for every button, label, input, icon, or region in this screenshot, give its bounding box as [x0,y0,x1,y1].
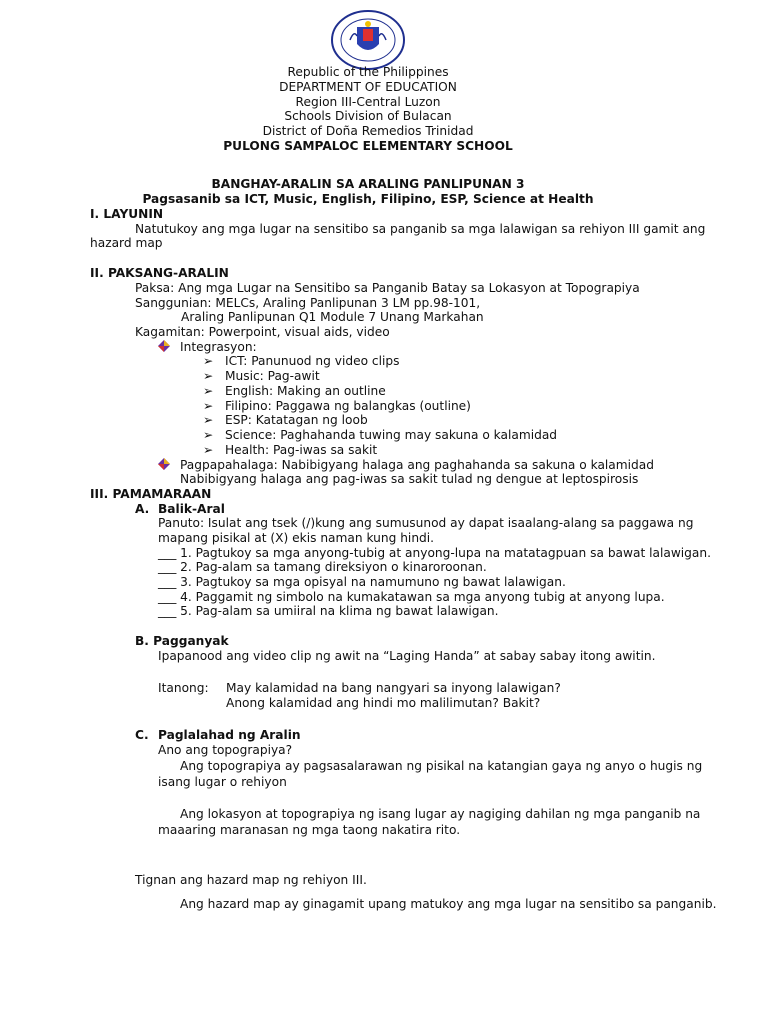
header-republic: Republic of the Philippines [287,65,449,79]
itanong-question: May kalamidad na bang nangyari sa inyong lalawigan? [226,681,561,695]
integration-item: ➢ Filipino: Paggawa ng balangkas (outline) [203,399,471,413]
balik-aral-item: ___ 1. Pagtukoy sa mga anyong-tubig at anyong-lupa na matatagpuan sa bawat lalawigan. [158,546,711,560]
header-region: Region III-Central Luzon [295,95,441,109]
itanong-label: Itanong: [158,681,209,695]
panuto-line: Panuto: Isulat ang tsek (/)kung ang sumusunod ay dapat isaalang-alang sa paggawa ng [158,516,694,530]
arrow-bullet-icon: ➢ [203,443,214,457]
pamamaraan-heading: III. PAMAMARAAN [90,487,212,501]
arrow-bullet-icon: ➢ [203,354,214,368]
integration-item: ➢ Health: Pag-iwas sa sakit [203,443,378,457]
lesson-title: BANGHAY-ARALIN SA ARALING PANLIPUNAN 3 [211,177,525,191]
paksang-heading: II. PAKSANG-ARALIN [90,266,229,280]
arrow-bullet-icon: ➢ [203,413,214,427]
sanggunian-line-cont: Araling Panlipunan Q1 Module 7 Unang Markahan [181,310,484,324]
balik-aral-item: ___ 5. Pag-alam sa umiiral na klima ng bawat lalawigan. [158,604,499,618]
paksa-line: Paksa: Ang mga Lugar na Sensitibo sa Panganib Batay sa Lokasyon at Topograpiya [135,281,640,295]
arrow-bullet-icon: ➢ [203,428,214,442]
layunin-text: Natutukoy ang mga lugar na sensitibo sa panganib sa mga lalawigan sa rehiyon III gamit ang [135,222,706,236]
integration-item: ➢ Science: Paghahanda tuwing may sakuna o kalamidad [203,428,558,442]
arrow-bullet-icon: ➢ [203,384,214,398]
integrasyon-bullet [158,340,257,355]
balik-aral-item: ___ 4. Paggamit ng simbolo na kumakatawan sa mga anyong tubig at anyong lupa. [158,590,665,604]
panuto-line-cont: mapang pisikal at (X) ekis naman kung hindi. [158,531,435,545]
itanong-question: Anong kalamidad ang hindi mo malilimutan? Bakit? [226,696,541,710]
pagpapahalaga-bullet [158,458,654,473]
diamond-bullet-icon [158,340,180,355]
topograpiya-question: Ano ang topograpiya? [158,743,293,757]
integration-item: ➢ ICT: Panunuod ng video clips [203,354,400,368]
diamond-bullet-icon [158,458,180,473]
integration-item: ➢ English: Making an outline [203,384,386,398]
integrasyon-label: Integrasyon: [180,340,257,354]
lesson-subtitle: Pagsasanib sa ICT, Music, English, Filipino, ESP, Science at Health [142,192,594,206]
section-a-label: A. [135,502,150,516]
kagamitan-line: Kagamitan: Powerpoint, visual aids, video [135,325,390,339]
section-b-title: B. Pagganyak [135,634,229,648]
header-division: Schools Division of Bulacan [284,109,452,123]
balik-aral-item: ___ 3. Pagtukoy sa mga opisyal na namumuno ng bawat lalawigan. [158,575,566,589]
section-c-title: Paglalahad ng Aralin [158,728,301,742]
section-a-title: Balik-Aral [158,502,225,516]
topograpiya-definition: Ang topograpiya ay pagsasalarawan ng pisikal na katangian gaya ng anyo o hugis ng [180,759,703,773]
layunin-text-cont: hazard map [90,236,163,250]
header-school: PULONG SAMPALOC ELEMENTARY SCHOOL [223,139,513,153]
header-district: District of Doña Remedios Trinidad [262,124,474,138]
arrow-bullet-icon: ➢ [203,399,214,413]
integration-item: ➢ Music: Pag-awit [203,369,320,383]
tignan-line: Tignan ang hazard map ng rehiyon III. [135,873,367,887]
integration-item: ➢ ESP: Katatagan ng loob [203,413,368,427]
pagganyak-text: Ipapanood ang video clip ng awit na “Laging Handa” at sabay sabay itong awitin. [158,649,656,663]
balik-aral-item: ___ 2. Pag-alam sa tamang direksiyon o kinaroroonan. [158,560,487,574]
lokasyon-paragraph: Ang lokasyon at topograpiya ng isang lugar ay nagiging dahilan ng mga panganib na [180,807,701,821]
sanggunian-line: Sanggunian: MELCs, Araling Panlipunan 3 LM pp.98-101, [135,296,481,310]
topograpiya-definition-cont: isang lugar o rehiyon [158,775,287,789]
hazard-map-definition: Ang hazard map ay ginagamit upang matukoy ang mga lugar na sensitibo sa panganib. [180,897,717,911]
header-department: DEPARTMENT OF EDUCATION [279,80,457,94]
pagpapahalaga-text-cont: Nabibigyang halaga ang pag-iwas sa sakit tulad ng dengue at leptospirosis [180,472,639,486]
lokasyon-paragraph-cont: maaaring maranasan ng mga taong nakatira rito. [158,823,461,837]
section-c-label: C. [135,728,149,742]
layunin-heading: I. LAYUNIN [90,207,164,221]
arrow-bullet-icon: ➢ [203,369,214,383]
pagpapahalaga-text: Pagpapahalaga: Nabibigyang halaga ang paghahanda sa sakuna o kalamidad [180,458,654,472]
deped-seal-logo [330,10,406,70]
